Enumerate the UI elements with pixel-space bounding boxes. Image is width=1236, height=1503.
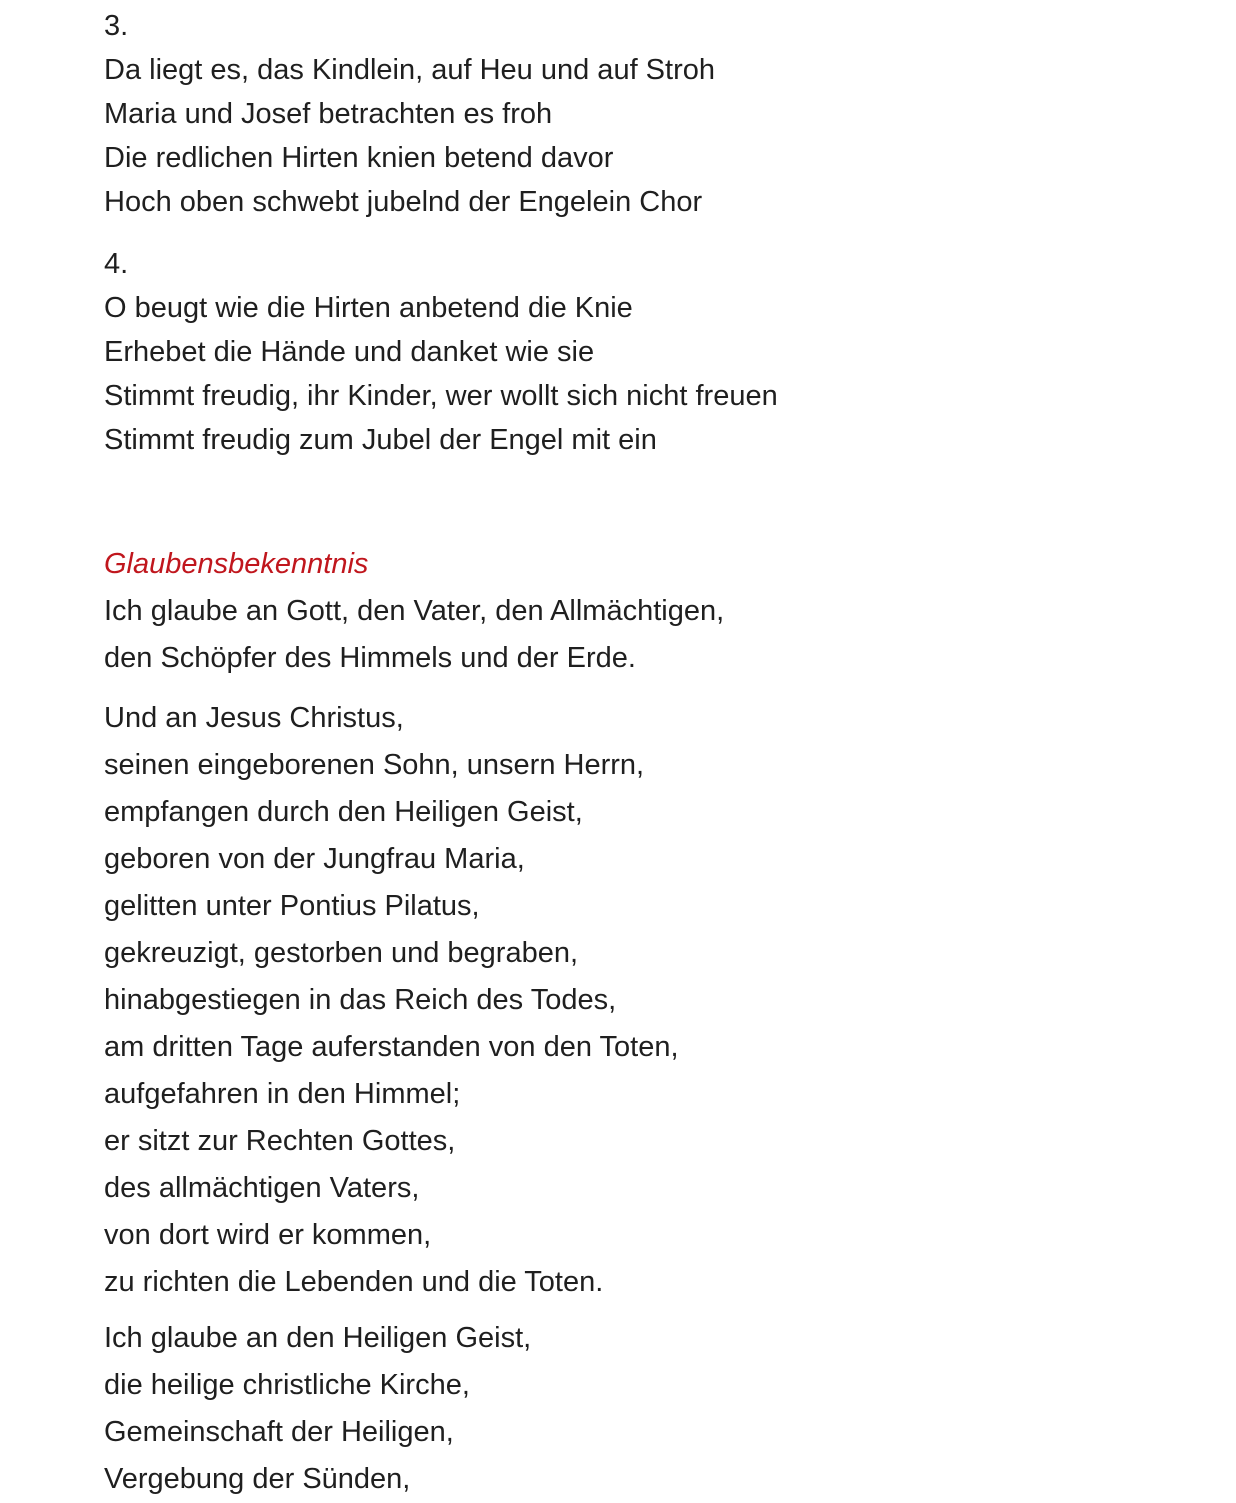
creed-paragraph-3 [104,1315,531,1503]
verse-number: 3. [104,10,129,42]
creed-line: den Schöpfer des Himmels und der Erde. [104,642,636,674]
creed-line: er sitzt zur Rechten Gottes, [104,1125,456,1157]
creed-line: gelitten unter Pontius Pilatus, [104,890,480,922]
creed-line: am dritten Tage auferstanden von den Toten, [104,1031,679,1063]
creed-line: Ich glaube an den Heiligen Geist, [104,1322,532,1354]
section-heading-glaubensbekenntnis: Glaubensbekenntnis [104,548,369,580]
verse-line: Stimmt freudig, ihr Kinder, wer wollt sich nicht freuen [104,380,778,412]
verse-line: Hoch oben schwebt jubelnd der Engelein Chor [104,186,703,218]
creed-line: von dort wird er kommen, [104,1219,432,1251]
verse-number: 4. [104,248,129,280]
creed-line: hinabgestiegen in das Reich des Todes, [104,984,617,1016]
song-verse-3 [104,4,715,224]
verse-line: Maria und Josef betrachten es froh [104,98,553,130]
creed-line: gekreuzigt, gestorben und begraben, [104,937,579,969]
creed-paragraph-1 [104,588,724,682]
creed-line: Und an Jesus Christus, [104,702,404,734]
creed-line: Gemeinschaft der Heiligen, [104,1416,454,1448]
creed-line: empfangen durch den Heiligen Geist, [104,796,583,828]
verse-line: Die redlichen Hirten knien betend davor [104,142,614,174]
creed-line: geboren von der Jungfrau Maria, [104,843,525,875]
song-verse-4 [104,242,778,462]
verse-line: Erhebet die Hände und danket wie sie [104,336,595,368]
creed-line: zu richten die Lebenden und die Toten. [104,1266,604,1298]
creed-line: seinen eingeborenen Sohn, unsern Herrn, [104,749,645,781]
creed-line: des allmächtigen Vaters, [104,1172,420,1204]
verse-line: O beugt wie die Hirten anbetend die Knie [104,292,633,324]
verse-line: Da liegt es, das Kindlein, auf Heu und auf Stroh [104,54,715,86]
creed-line: aufgefahren in den Himmel; [104,1078,461,1110]
creed-line: Ich glaube an Gott, den Vater, den Allmächtigen, [104,595,725,627]
verse-line: Stimmt freudig zum Jubel der Engel mit ein [104,424,657,456]
creed-paragraph-2 [104,695,679,1306]
creed-line: die heilige christliche Kirche, [104,1369,470,1401]
creed-line: Vergebung der Sünden, [104,1463,411,1495]
